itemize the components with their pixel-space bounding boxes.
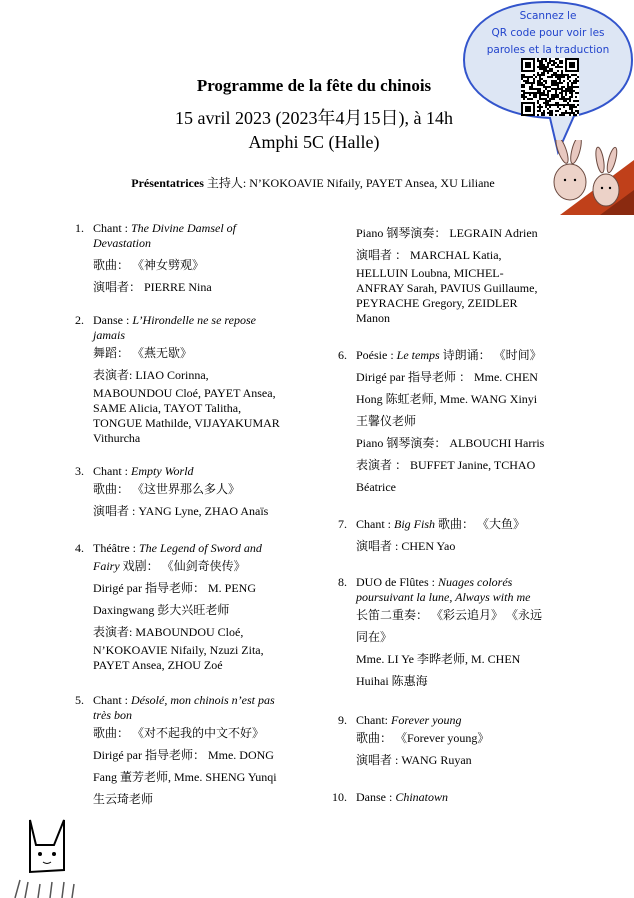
work-title: Fairy	[93, 559, 120, 573]
page-title: Programme de la fête du chinois	[196, 76, 432, 95]
item-text: 歌曲： 《对不起我的中文不好》	[93, 726, 265, 740]
item-text: Poésie :	[356, 348, 397, 362]
item-line	[356, 480, 588, 495]
event-location: Amphi 5C (Halle)	[248, 132, 380, 152]
item-line	[356, 266, 588, 281]
item-line	[93, 748, 325, 763]
item-line	[356, 630, 588, 645]
item-line	[93, 504, 325, 519]
item-line	[356, 652, 588, 667]
item-text: 表演者 ： BUFFET Janine, TCHAO	[356, 458, 536, 472]
item-text: 歌曲： 《Forever young》	[356, 731, 490, 745]
presenters-label: Présentatrices	[131, 176, 204, 190]
item-number: 1.	[75, 221, 84, 235]
work-title: Le temps	[396, 348, 440, 362]
item-text: Chant :	[356, 517, 394, 531]
work-title: Désolé, mon chinois n’est pas	[131, 693, 275, 707]
program-item	[338, 348, 588, 495]
item-line	[356, 458, 588, 473]
item-text: Fang 董芳老师, Mme. SHENG Yunqi	[93, 770, 277, 784]
work-title: Forever young	[391, 713, 462, 727]
item-text: Vithurcha	[93, 431, 141, 445]
item-text: Huihai 陈惠海	[356, 674, 428, 688]
item-text: Mme. LI Ye 李晔老师, M. CHEN	[356, 652, 521, 666]
item-line	[356, 674, 588, 689]
item-text: MABOUNDOU Cloé, PAYET Ansea,	[93, 386, 276, 400]
item-text: 演唱者： PIERRE Nina	[93, 280, 212, 294]
item-text: 歌曲： 《神女劈观》	[93, 258, 205, 272]
bubble-line: Scannez le	[519, 10, 577, 22]
item-text: Manon	[356, 311, 390, 325]
item-line	[356, 517, 588, 532]
item-text: Béatrice	[356, 480, 396, 494]
item-number: 3.	[75, 464, 84, 478]
item-line	[356, 713, 588, 728]
item-line	[93, 726, 325, 741]
item-line	[93, 482, 325, 497]
item-number: 7.	[338, 517, 347, 531]
item-text: DUO de Flûtes :	[356, 575, 438, 589]
item-line	[93, 431, 325, 446]
program-item	[332, 790, 588, 805]
item-line	[356, 226, 588, 241]
item-line	[93, 708, 325, 723]
work-title: Big Fish	[394, 517, 435, 531]
item-text: Chant :	[93, 464, 131, 478]
item-text: Chant:	[356, 713, 391, 727]
item-line	[356, 753, 588, 768]
item-text: Daxingwang 彭大兴旺老师	[93, 603, 230, 617]
work-title: poursuivant la lune, Always with me	[356, 590, 531, 604]
event-date: 15 avril 2023 (2023年4月15日), à 14h	[175, 108, 453, 128]
item-text: 演唱者 : YANG Lyne, ZHAO Anaïs	[93, 504, 269, 518]
item-text: ANFRAY Sarah, PAVIUS Guillaume,	[356, 281, 538, 295]
presenters	[0, 174, 630, 191]
item-text: 长笛二重奏： 《彩云追月》 《永远	[356, 608, 543, 622]
item-text: Théâtre :	[93, 541, 139, 555]
item-text: 歌曲： 《这世界那么多人》	[93, 482, 241, 496]
program-item	[75, 541, 325, 673]
item-line	[93, 643, 325, 658]
item-text: PEYRACHE Gregory, ZEIDLER	[356, 296, 518, 310]
item-line	[93, 693, 325, 708]
item-text: 王馨仪老师	[356, 414, 417, 428]
item-line	[93, 792, 325, 807]
item-line	[93, 603, 325, 618]
program-item	[75, 693, 325, 807]
item-text: Hong 陈虹老师, Mme. WANG Xinyi	[356, 392, 538, 406]
item-text: 同在》	[356, 630, 393, 644]
program-item	[338, 517, 588, 554]
item-line	[356, 414, 588, 429]
item-line	[356, 311, 588, 326]
item-line	[93, 625, 325, 640]
work-title: Devastation	[93, 236, 151, 250]
item-text: SAME Alicia, TAYOT Talitha,	[93, 401, 242, 415]
bubble-line: paroles et la traduction	[486, 44, 610, 56]
item-text: 演唱者 ： MARCHAL Katia,	[356, 248, 502, 262]
program-item	[75, 464, 325, 519]
item-text: Piano 钢琴演奏： ALBOUCHI Harris	[356, 436, 545, 450]
item-line	[356, 790, 588, 805]
work-title: L’Hirondelle ne se repose	[132, 313, 256, 327]
item-text: 表演者: LIAO Corinna,	[93, 368, 209, 382]
item-line	[93, 328, 325, 343]
item-text: TONGUE Mathilde, VIJAYAKUMAR	[93, 416, 280, 430]
item-text: Piano 钢琴演奏： LEGRAIN Adrien	[356, 226, 538, 240]
bubble-line: QR code pour voir les	[491, 27, 605, 39]
work-title: Empty World	[131, 464, 194, 478]
item-text: 生云琦老师	[93, 792, 154, 806]
item-line	[93, 464, 325, 479]
program-item	[338, 575, 588, 689]
item-line	[93, 559, 325, 574]
item-text: N’KOKOAVIE Nifaily, Nzuzi Zita,	[93, 643, 264, 657]
item-line	[356, 575, 588, 590]
item-line	[356, 392, 588, 407]
item-line	[356, 539, 588, 554]
presenters-names: 主持人: N’KOKOAVIE Nifaily, PAYET Ansea, XU Liliane	[203, 176, 495, 190]
item-text: 演唱者 : CHEN Yao	[356, 539, 456, 553]
item-text: 表演者: MABOUNDOU Cloé,	[93, 625, 244, 639]
item-text: Chant :	[93, 221, 131, 235]
cat-doodle	[10, 810, 80, 898]
item-line	[93, 770, 325, 785]
item-text: Chant :	[93, 693, 131, 707]
item-text: 舞蹈： 《燕无歇》	[93, 346, 193, 360]
item-number: 10.	[332, 790, 347, 804]
item-line	[93, 258, 325, 273]
item-text: HELLUIN Loubna, MICHEL-	[356, 266, 504, 280]
item-line	[93, 236, 325, 251]
item-line	[356, 731, 588, 746]
item-line	[93, 346, 325, 361]
item-line	[93, 280, 325, 295]
qr-instructions	[470, 8, 626, 59]
program-item	[338, 713, 588, 768]
work-title: Chinatown	[395, 790, 449, 804]
item-line	[356, 436, 588, 451]
item-line	[93, 416, 325, 431]
item-line	[356, 248, 588, 263]
work-title: The Divine Damsel of	[131, 221, 236, 235]
item-text: Dirigé par 指导老师 ： Mme. CHEN	[356, 370, 538, 384]
item-text: 诗朗诵： 《时间》	[439, 348, 542, 362]
program-item	[75, 313, 325, 446]
item-line	[356, 590, 588, 605]
item-text: 演唱者 : WANG Ruyan	[356, 753, 472, 767]
item-text: PAYET Ansea, ZHOU Zoé	[93, 658, 223, 672]
item-number: 4.	[75, 541, 84, 555]
item-number: 2.	[75, 313, 84, 327]
item-line	[356, 370, 588, 385]
item-number: 5.	[75, 693, 84, 707]
item-line	[93, 581, 325, 596]
item-text: 戏剧： 《仙剑奇侠传》	[119, 559, 246, 573]
item-line	[356, 281, 588, 296]
item-line	[93, 386, 325, 401]
item-line	[93, 401, 325, 416]
item-number: 9.	[338, 713, 347, 727]
item-line	[93, 658, 325, 673]
work-title: The Legend of Sword and	[138, 541, 262, 555]
item-number: 6.	[338, 348, 347, 362]
program-item	[356, 226, 588, 326]
item-text: Dirigé par 指导老师： M. PENG	[93, 581, 256, 595]
item-line	[93, 221, 325, 236]
item-text: Dirigé par 指导老师： Mme. DONG	[93, 748, 274, 762]
work-title: Nuages colorés	[438, 575, 513, 589]
item-line	[93, 368, 325, 383]
item-text: Danse :	[356, 790, 396, 804]
item-line	[356, 348, 588, 363]
item-text: 歌曲： 《大鱼》	[435, 517, 526, 531]
item-line	[356, 608, 588, 623]
program-item	[75, 221, 325, 295]
item-line	[356, 296, 588, 311]
item-line	[93, 541, 325, 556]
item-line	[93, 313, 325, 328]
item-number: 8.	[338, 575, 347, 589]
work-title: très bon	[93, 708, 132, 722]
item-text: Danse :	[93, 313, 133, 327]
work-title: jamais	[93, 328, 126, 342]
